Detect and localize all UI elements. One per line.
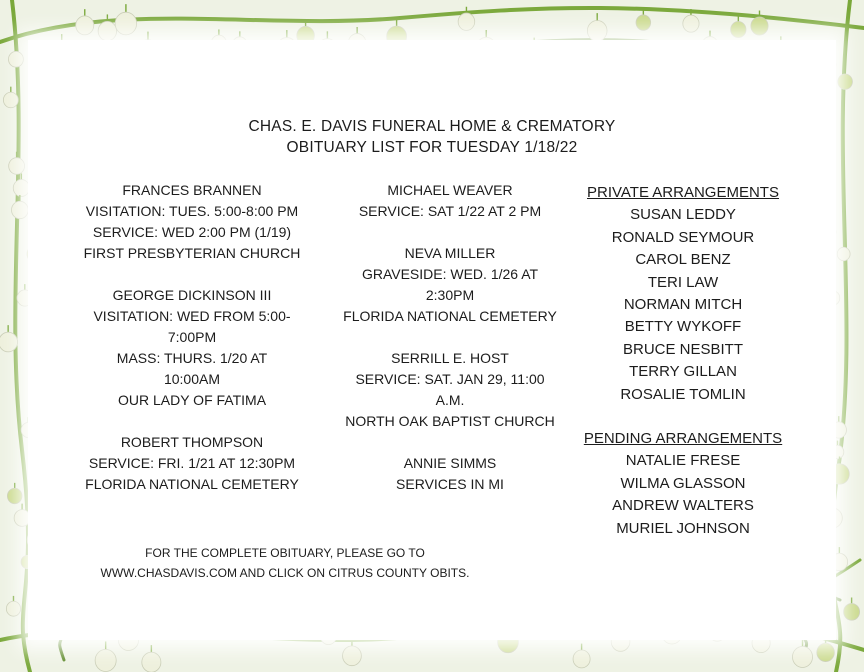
lily-bud [8, 51, 23, 67]
obituary-entry [336, 180, 564, 222]
arrangement-name: BRUCE NESBITT [622, 340, 743, 358]
obituary-entry [70, 432, 314, 495]
obituary-list-date: OBITUARY LIST FOR TUESDAY 1/18/22 [286, 139, 578, 156]
decedent-name: GEORGE DICKINSON III [112, 287, 272, 303]
lily-bud [3, 92, 18, 108]
arrangements-column [578, 182, 788, 540]
arrangement-name: NATALIE FRESE [625, 452, 741, 470]
decedent-name: FRANCES BRANNEN [122, 182, 262, 198]
lily-bud [13, 180, 29, 197]
service-detail: 7:00PM [167, 329, 217, 345]
lily-bud [142, 652, 161, 672]
decedent-name: SERRILL E. HOST [391, 350, 509, 366]
arrangement-name: CAROL BENZ [635, 251, 731, 269]
decedent-name: ROBERT THOMPSON [120, 434, 264, 450]
service-detail: VISITATION: TUES. 5:00-8:00 PM [85, 203, 299, 219]
private-arrangements-list [578, 204, 788, 406]
service-detail: GRAVESIDE: WED. 1/26 AT [361, 266, 539, 282]
funeral-home-name: CHAS. E. DAVIS FUNERAL HOME & CREMATORY [248, 118, 616, 135]
obituary-entry [336, 348, 564, 432]
obituary-entry [70, 180, 314, 264]
arrangement-name: MURIEL JOHNSON [616, 519, 750, 537]
arrangement-name: NORMAN MITCH [623, 296, 743, 314]
service-detail: A.M. [435, 392, 465, 408]
footer-line-1: FOR THE COMPLETE OBITUARY, PLEASE GO TO [145, 546, 425, 560]
service-detail: SERVICE: WED 2:00 PM (1/19) [92, 224, 292, 240]
lily-bud [98, 21, 116, 40]
lily-bud [458, 13, 475, 30]
arrangement-name: RONALD SEYMOUR [611, 228, 755, 246]
footer-website-line: WWW.CHASDAVIS.COM AND CLICK ON CITRUS COUNTY OBITS. [100, 566, 470, 580]
lily-bud [0, 332, 18, 352]
lily-bud [817, 643, 835, 661]
lily-bud [95, 649, 116, 671]
lily-bud [838, 74, 853, 89]
arrangement-name: BETTY WYKOFF [624, 318, 742, 336]
lily-bud [6, 601, 20, 616]
lily-bud [636, 15, 651, 30]
lily-bud [9, 158, 25, 175]
arrangement-name: ANDREW WALTERS [612, 497, 754, 515]
lily-bud [837, 247, 850, 260]
lily-bud [343, 646, 362, 666]
service-detail: SERVICE: SAT. JAN 29, 11:00 [355, 371, 545, 387]
obituary-column-left [70, 180, 314, 516]
obituary-entry [336, 453, 564, 495]
lily-bud [683, 15, 699, 32]
service-detail: SERVICES IN MI [396, 476, 504, 492]
service-detail: FLORIDA NATIONAL CEMETERY [85, 476, 299, 492]
lily-bud [731, 22, 746, 38]
lily-bud [587, 20, 607, 41]
service-detail: FLORIDA NATIONAL CEMETERY [343, 308, 557, 324]
service-detail: SERVICE: SAT 1/22 AT 2 PM [358, 203, 542, 219]
lily-bud [115, 12, 137, 35]
arrangement-name: WILMA GLASSON [620, 474, 746, 492]
lily-bud [793, 646, 813, 667]
decedent-name: ANNIE SIMMS [403, 455, 497, 471]
lily-bud [573, 650, 590, 668]
arrangement-name: TERI LAW [647, 273, 719, 291]
service-detail: 2:30PM [425, 287, 475, 303]
obituary-entry [336, 243, 564, 327]
pending-arrangements-list [578, 450, 788, 540]
pending-arrangements-heading: PENDING ARRANGEMENTS [583, 430, 783, 448]
lily-bud [751, 17, 768, 35]
footer-note [70, 543, 500, 583]
service-detail: VISITATION: WED FROM 5:00- [93, 308, 291, 324]
service-detail: 10:00AM [163, 371, 221, 387]
private-arrangements-heading: PRIVATE ARRANGEMENTS [587, 184, 779, 201]
arrangement-name: ROSALIE TOMLIN [620, 385, 746, 403]
obituary-entry [70, 285, 314, 411]
notice-title [0, 116, 864, 158]
decedent-name: NEVA MILLER [404, 245, 496, 261]
service-detail: NORTH OAK BAPTIST CHURCH [345, 413, 555, 429]
service-detail: MASS: THURS. 1/20 AT [116, 350, 268, 366]
service-detail: SERVICE: FRI. 1/21 AT 12:30PM [88, 455, 296, 471]
service-detail: OUR LADY OF FATIMA [117, 392, 267, 408]
service-detail: FIRST PRESBYTERIAN CHURCH [83, 245, 301, 261]
lily-bud [12, 201, 29, 219]
arrangement-name: TERRY GILLAN [629, 363, 737, 381]
arrangement-name: SUSAN LEDDY [630, 206, 736, 224]
lily-bud [7, 488, 22, 503]
obituary-column-middle [336, 180, 564, 516]
decedent-name: MICHAEL WEAVER [387, 182, 513, 198]
lily-bud [76, 16, 94, 35]
lily-bud [844, 603, 860, 620]
